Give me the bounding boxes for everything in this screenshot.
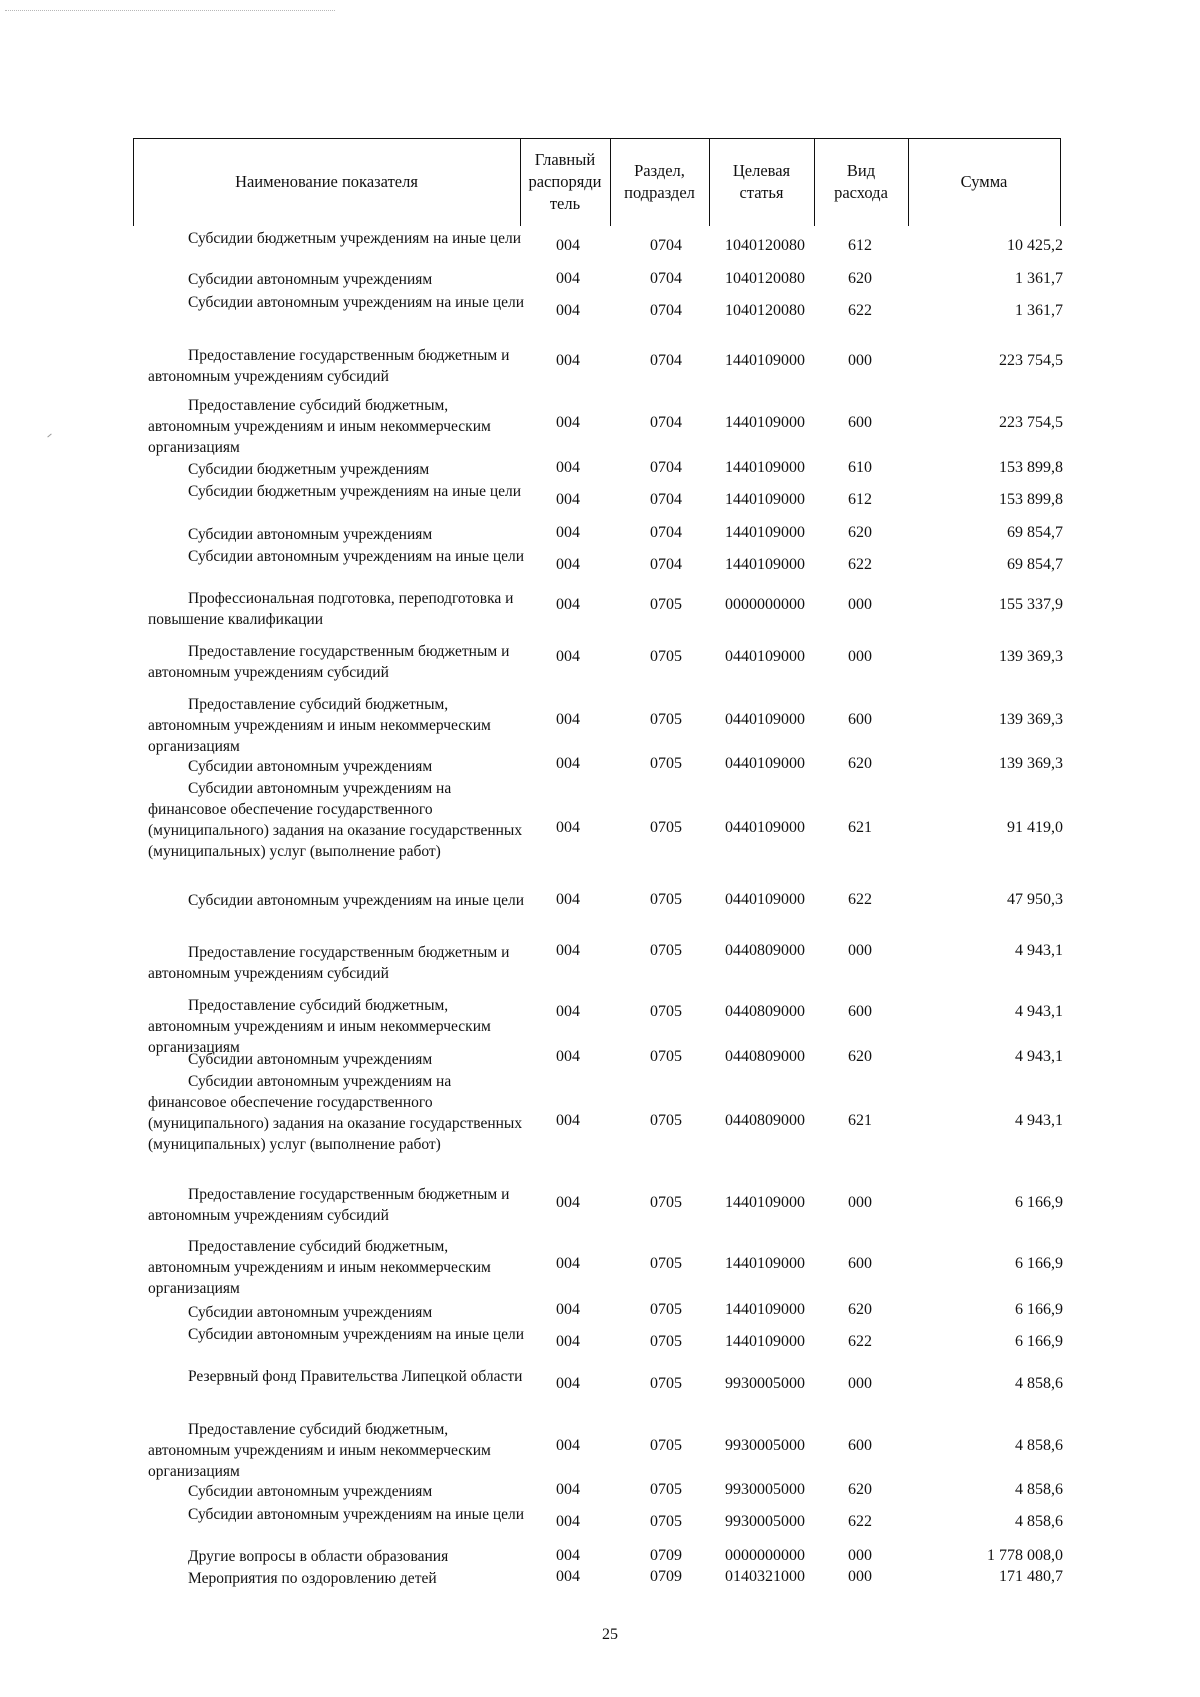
row-kind: 620 <box>848 1481 872 1498</box>
row-name: Предоставление субсидий бюджетным, автономным учреждениям и иным некоммерческим организациям <box>148 397 491 456</box>
row-kind: 620 <box>848 270 872 287</box>
row-target: 1440109000 <box>725 1194 805 1211</box>
row-kind: 000 <box>848 1568 872 1585</box>
row-name: Субсидии бюджетным учреждениям <box>188 461 430 478</box>
row-sum: 4 943,1 <box>1015 1003 1063 1020</box>
row-name: Предоставление субсидий бюджетным, автономным учреждениям и иным некоммерческим организациям <box>148 696 491 755</box>
row-name: Субсидии автономным учреждениям на иные цели <box>188 548 525 565</box>
row-name: Субсидии бюджетным учреждениям на иные цели <box>188 483 522 500</box>
row-kind: 620 <box>848 1301 872 1318</box>
row-name: Субсидии автономным учреждениям <box>188 1051 433 1068</box>
row-target: 0440109000 <box>725 891 805 908</box>
row-kind: 620 <box>848 524 872 541</box>
row-target: 0140321000 <box>725 1568 805 1585</box>
row-sum: 139 369,3 <box>999 711 1063 728</box>
row-section: 0705 <box>650 1255 682 1272</box>
row-name: Другие вопросы в области образования <box>188 1548 449 1565</box>
row-admin: 004 <box>556 302 580 319</box>
row-admin: 004 <box>556 1375 580 1392</box>
row-sum: 155 337,9 <box>999 596 1063 613</box>
row-admin: 004 <box>556 352 580 369</box>
row-name: Субсидии автономным учреждениям на иные цели <box>188 1506 525 1523</box>
row-target: 0000000000 <box>725 596 805 613</box>
header-kind: Вид расхода <box>834 161 888 202</box>
header-admin: Главный распоряди тель <box>528 150 602 213</box>
row-admin: 004 <box>556 1437 580 1454</box>
row-sum: 6 166,9 <box>1015 1301 1063 1318</box>
row-sum: 69 854,7 <box>1007 556 1063 573</box>
header-target: Целевая статья <box>732 161 791 202</box>
row-admin: 004 <box>556 711 580 728</box>
row-kind: 600 <box>848 711 872 728</box>
row-name: Субсидии автономным учреждениям <box>188 1483 433 1500</box>
row-name: Предоставление государственным бюджетным и автономным учреждениям субсидий <box>148 347 510 385</box>
row-section: 0704 <box>650 302 682 319</box>
row-target: 1440109000 <box>725 352 805 369</box>
row-section: 0704 <box>650 491 682 508</box>
row-admin: 004 <box>556 755 580 772</box>
row-admin: 004 <box>556 414 580 431</box>
header-section: Раздел, подраздел <box>624 161 695 202</box>
row-kind: 000 <box>848 352 872 369</box>
row-sum: 4 943,1 <box>1015 1112 1063 1129</box>
row-name: Субсидии автономным учреждениям на иные цели <box>188 1326 525 1343</box>
header-divider <box>1060 138 1061 226</box>
row-sum: 47 950,3 <box>1007 891 1063 908</box>
row-section: 0705 <box>650 1481 682 1498</box>
row-admin: 004 <box>556 942 580 959</box>
row-name: Предоставление государственным бюджетным и автономным учреждениям субсидий <box>148 1186 510 1224</box>
row-kind: 621 <box>848 1112 872 1129</box>
row-sum: 4 858,6 <box>1015 1375 1063 1392</box>
row-section: 0705 <box>650 1112 682 1129</box>
row-kind: 621 <box>848 819 872 836</box>
row-kind: 000 <box>848 1194 872 1211</box>
row-kind: 612 <box>848 237 872 254</box>
row-sum: 153 899,8 <box>999 491 1063 508</box>
row-admin: 004 <box>556 1547 580 1564</box>
row-sum: 1 361,7 <box>1015 270 1063 287</box>
row-section: 0705 <box>650 891 682 908</box>
header-sum: Сумма <box>960 172 1008 191</box>
row-admin: 004 <box>556 524 580 541</box>
row-admin: 004 <box>556 1301 580 1318</box>
row-target: 1440109000 <box>725 1333 805 1350</box>
row-admin: 004 <box>556 1513 580 1530</box>
row-target: 0440109000 <box>725 648 805 665</box>
row-target: 0000000000 <box>725 1547 805 1564</box>
row-kind: 600 <box>848 1003 872 1020</box>
row-kind: 610 <box>848 459 872 476</box>
row-section: 0704 <box>650 352 682 369</box>
row-section: 0705 <box>650 1375 682 1392</box>
row-name: Субсидии автономным учреждениям <box>188 758 433 775</box>
row-target: 0440809000 <box>725 1003 805 1020</box>
row-target: 1440109000 <box>725 1255 805 1272</box>
row-admin: 004 <box>556 1194 580 1211</box>
row-kind: 600 <box>848 1255 872 1272</box>
row-target: 1040120080 <box>725 237 805 254</box>
row-kind: 000 <box>848 942 872 959</box>
scan-speck <box>47 434 51 438</box>
row-target: 0440809000 <box>725 942 805 959</box>
row-section: 0705 <box>650 819 682 836</box>
row-kind: 000 <box>848 596 872 613</box>
row-target: 1040120080 <box>725 302 805 319</box>
row-admin: 004 <box>556 1568 580 1585</box>
row-kind: 620 <box>848 1048 872 1065</box>
row-kind: 000 <box>848 1375 872 1392</box>
row-section: 0704 <box>650 524 682 541</box>
row-target: 0440109000 <box>725 819 805 836</box>
row-section: 0709 <box>650 1568 682 1585</box>
row-kind: 000 <box>848 648 872 665</box>
row-kind: 622 <box>848 1333 872 1350</box>
row-sum: 171 480,7 <box>999 1568 1063 1585</box>
row-section: 0709 <box>650 1547 682 1564</box>
row-name: Предоставление субсидий бюджетным, автономным учреждениям и иным некоммерческим организациям <box>148 1238 491 1297</box>
row-name: Мероприятия по оздоровлению детей <box>188 1570 437 1587</box>
row-admin: 004 <box>556 648 580 665</box>
row-section: 0705 <box>650 942 682 959</box>
row-sum: 139 369,3 <box>999 755 1063 772</box>
row-name: Субсидии автономным учреждениям на финансовое обеспечение государственного (муниципального) задания на оказание государственных (муниципальных) услуг (выполнение работ) <box>148 1073 523 1153</box>
row-target: 1440109000 <box>725 1301 805 1318</box>
row-name: Профессиональная подготовка, переподготовка и повышение квалификации <box>148 590 514 628</box>
row-name: Предоставление государственным бюджетным и автономным учреждениям субсидий <box>148 944 510 982</box>
row-name: Субсидии автономным учреждениям <box>188 271 433 288</box>
row-target: 0440109000 <box>725 755 805 772</box>
row-kind: 622 <box>848 891 872 908</box>
row-section: 0704 <box>650 459 682 476</box>
row-target: 1440109000 <box>725 459 805 476</box>
row-kind: 600 <box>848 1437 872 1454</box>
row-name: Субсидии автономным учреждениям на иные цели <box>188 892 525 909</box>
row-target: 0440109000 <box>725 711 805 728</box>
row-target: 9930005000 <box>725 1513 805 1530</box>
row-target: 9930005000 <box>725 1481 805 1498</box>
row-target: 1440109000 <box>725 491 805 508</box>
row-section: 0705 <box>650 596 682 613</box>
row-admin: 004 <box>556 596 580 613</box>
row-name: Субсидии автономным учреждениям на иные цели <box>188 294 525 311</box>
row-target: 1440109000 <box>725 556 805 573</box>
row-section: 0704 <box>650 556 682 573</box>
row-admin: 004 <box>556 1003 580 1020</box>
row-section: 0705 <box>650 1003 682 1020</box>
row-kind: 600 <box>848 414 872 431</box>
row-section: 0705 <box>650 1301 682 1318</box>
row-sum: 10 425,2 <box>1007 237 1063 254</box>
row-target: 1040120080 <box>725 270 805 287</box>
row-admin: 004 <box>556 1481 580 1498</box>
row-target: 0440809000 <box>725 1048 805 1065</box>
row-section: 0705 <box>650 1513 682 1530</box>
row-sum: 4 858,6 <box>1015 1437 1063 1454</box>
row-admin: 004 <box>556 1255 580 1272</box>
row-sum: 4 943,1 <box>1015 942 1063 959</box>
row-target: 1440109000 <box>725 524 805 541</box>
row-admin: 004 <box>556 556 580 573</box>
row-sum: 1 361,7 <box>1015 302 1063 319</box>
row-admin: 004 <box>556 891 580 908</box>
row-admin: 004 <box>556 1333 580 1350</box>
row-section: 0704 <box>650 414 682 431</box>
row-kind: 612 <box>848 491 872 508</box>
row-name: Субсидии бюджетным учреждениям на иные цели <box>188 230 522 247</box>
table-header <box>133 138 1061 226</box>
row-sum: 91 419,0 <box>1007 819 1063 836</box>
row-sum: 6 166,9 <box>1015 1194 1063 1211</box>
row-section: 0705 <box>650 1437 682 1454</box>
row-name: Предоставление государственным бюджетным и автономным учреждениям субсидий <box>148 643 510 681</box>
row-kind: 622 <box>848 1513 872 1530</box>
row-target: 9930005000 <box>725 1437 805 1454</box>
row-name: Предоставление субсидий бюджетным, автономным учреждениям и иным некоммерческим организациям <box>148 1421 491 1480</box>
row-name: Субсидии автономным учреждениям <box>188 1304 433 1321</box>
row-name: Предоставление субсидий бюджетным, автономным учреждениям и иным некоммерческим организациям <box>148 997 491 1056</box>
row-sum: 1 778 008,0 <box>987 1547 1063 1564</box>
row-sum: 69 854,7 <box>1007 524 1063 541</box>
row-section: 0705 <box>650 1048 682 1065</box>
row-section: 0704 <box>650 237 682 254</box>
header-name: Наименование показателя <box>235 172 418 191</box>
scan-artifact <box>5 10 335 11</box>
row-sum: 4 858,6 <box>1015 1513 1063 1530</box>
row-target: 0440809000 <box>725 1112 805 1129</box>
row-kind: 622 <box>848 556 872 573</box>
row-kind: 622 <box>848 302 872 319</box>
row-admin: 004 <box>556 819 580 836</box>
row-sum: 223 754,5 <box>999 352 1063 369</box>
row-sum: 4 858,6 <box>1015 1481 1063 1498</box>
row-kind: 620 <box>848 755 872 772</box>
row-sum: 6 166,9 <box>1015 1333 1063 1350</box>
row-admin: 004 <box>556 491 580 508</box>
row-sum: 4 943,1 <box>1015 1048 1063 1065</box>
row-name: Субсидии автономным учреждениям <box>188 526 433 543</box>
row-admin: 004 <box>556 1112 580 1129</box>
row-kind: 000 <box>848 1547 872 1564</box>
row-target: 9930005000 <box>725 1375 805 1392</box>
row-admin: 004 <box>556 270 580 287</box>
row-name: Резервный фонд Правительства Липецкой области <box>188 1368 523 1385</box>
row-sum: 223 754,5 <box>999 414 1063 431</box>
page-number: 25 <box>602 1626 618 1643</box>
row-section: 0705 <box>650 1333 682 1350</box>
row-target: 1440109000 <box>725 414 805 431</box>
row-admin: 004 <box>556 237 580 254</box>
row-sum: 6 166,9 <box>1015 1255 1063 1272</box>
row-name: Субсидии автономным учреждениям на финансовое обеспечение государственного (муниципального) задания на оказание государственных (муниципальных) услуг (выполнение работ) <box>148 780 523 860</box>
row-admin: 004 <box>556 1048 580 1065</box>
row-section: 0705 <box>650 711 682 728</box>
row-section: 0704 <box>650 270 682 287</box>
row-sum: 139 369,3 <box>999 648 1063 665</box>
row-section: 0705 <box>650 755 682 772</box>
row-sum: 153 899,8 <box>999 459 1063 476</box>
row-section: 0705 <box>650 648 682 665</box>
row-section: 0705 <box>650 1194 682 1211</box>
row-admin: 004 <box>556 459 580 476</box>
